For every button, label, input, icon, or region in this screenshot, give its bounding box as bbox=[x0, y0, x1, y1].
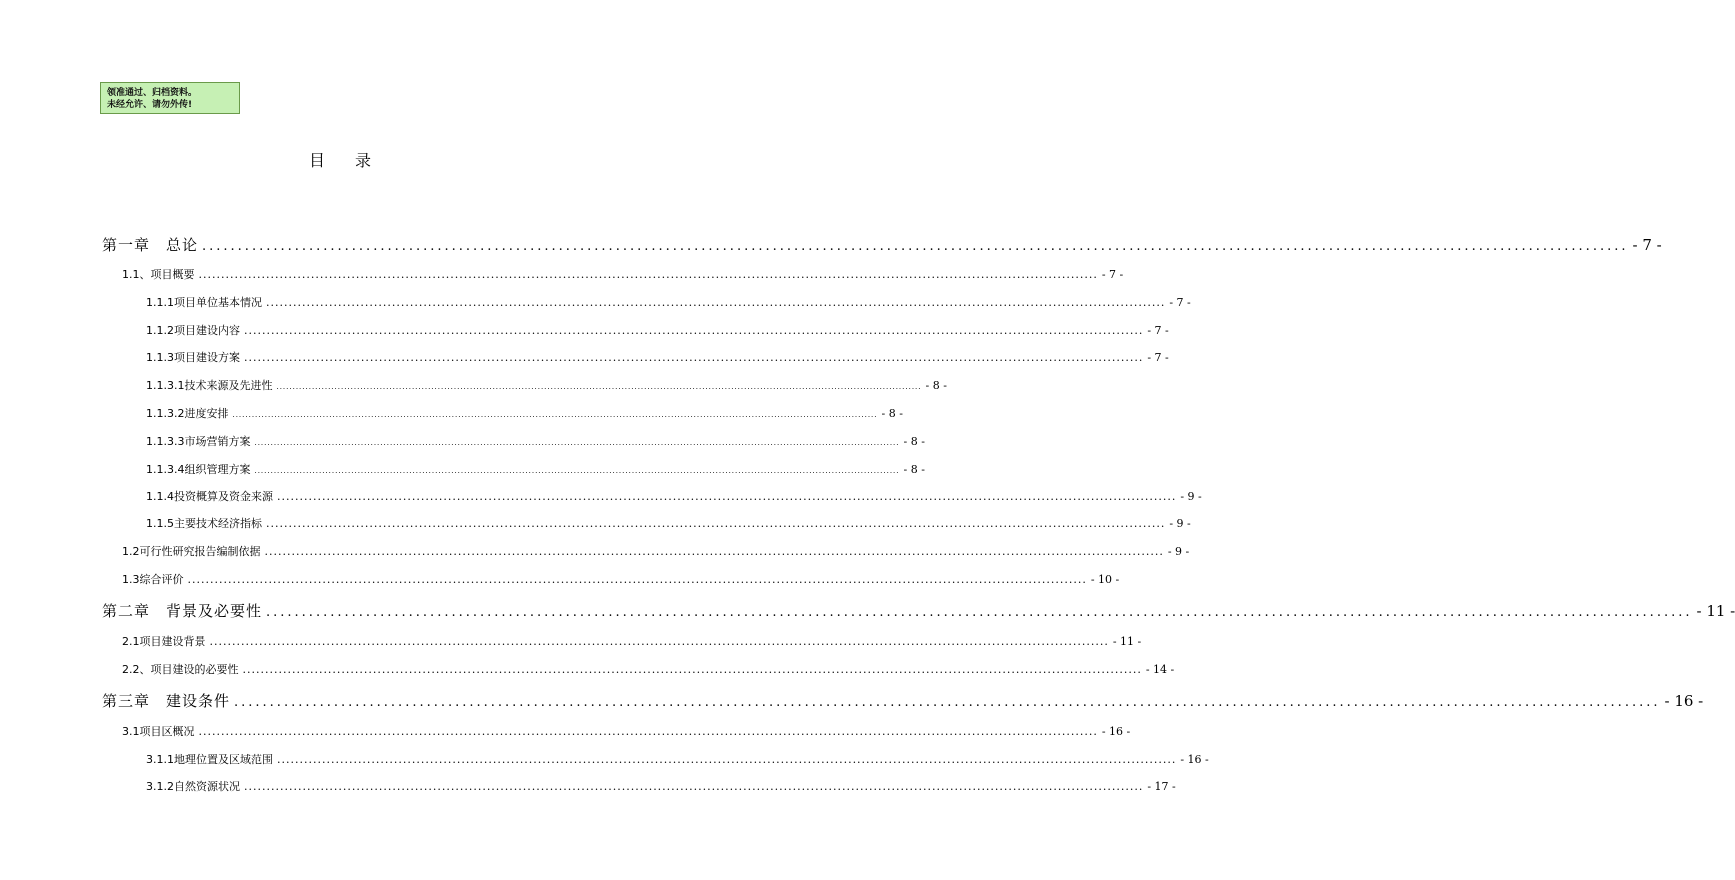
toc-dot-leader: ........................................................................................................................................................................................................ bbox=[266, 296, 1166, 309]
toc-dot-leader: ........................................................................................................................................................................................................ bbox=[232, 411, 878, 419]
toc-entry-page: - 10 - bbox=[1090, 573, 1120, 586]
notice-line-1: 领准通过、归档资料。 bbox=[107, 88, 198, 98]
toc-entry-label: 1.1.5主要技术经济指标 bbox=[146, 517, 262, 530]
toc-dot-leader: ........................................................................................................................................................................................................ bbox=[254, 467, 900, 475]
toc-entry[interactable] bbox=[146, 377, 947, 393]
toc-entry-label: 第三章 建设条件 bbox=[102, 692, 231, 710]
toc-entry-page: - 7 - bbox=[1101, 268, 1124, 281]
toc-dot-leader: ........................................................................................................................................................................................................ bbox=[254, 439, 900, 447]
toc-entry-label: 1.1.2项目建设内容 bbox=[146, 324, 240, 337]
toc-entry[interactable] bbox=[146, 515, 1191, 531]
toc-entry[interactable] bbox=[102, 234, 1662, 256]
toc-entry-page: - 8 - bbox=[903, 435, 925, 448]
toc-entry-label: 1.1.3.3市场营销方案 bbox=[146, 435, 251, 448]
toc-entry-page: - 7 - bbox=[1147, 324, 1169, 337]
toc-entry-page: - 11 - bbox=[1696, 602, 1735, 620]
toc-dot-leader: ........................................................................................................................................................................................................ bbox=[234, 695, 1661, 710]
toc-entry-label: 3.1项目区概况 bbox=[122, 725, 195, 738]
toc-entry-page: - 9 - bbox=[1167, 545, 1190, 558]
toc-entry-label: 1.1.1项目单位基本情况 bbox=[146, 296, 262, 309]
toc-entry-page: - 9 - bbox=[1180, 490, 1202, 503]
toc-entry[interactable] bbox=[146, 433, 925, 449]
toc-entry-page: - 16 - bbox=[1180, 753, 1209, 766]
toc-entry-page: - 9 - bbox=[1169, 517, 1191, 530]
toc-dot-leader: ........................................................................................................................................................................................................ bbox=[242, 663, 1142, 676]
toc-dot-leader: ........................................................................................................................................................................................................ bbox=[244, 324, 1144, 337]
toc-entry[interactable] bbox=[146, 751, 1209, 767]
toc-dot-leader: ........................................................................................................................................................................................................ bbox=[244, 780, 1144, 793]
toc-entry-label: 1.2可行性研究报告编制依据 bbox=[122, 545, 261, 558]
toc-entry[interactable] bbox=[102, 690, 1704, 712]
toc-entry[interactable] bbox=[122, 661, 1175, 677]
toc-dot-leader: ........................................................................................................................................................................................................ bbox=[277, 753, 1177, 766]
toc-dot-leader: ........................................................................................................................................................................................................ bbox=[266, 605, 1693, 620]
toc-entry-label: 第一章 总论 bbox=[102, 236, 199, 254]
toc-dot-leader: ........................................................................................................................................................................................................ bbox=[244, 351, 1144, 364]
toc-entry-label: 1.1.3项目建设方案 bbox=[146, 351, 240, 364]
toc-entry[interactable] bbox=[146, 322, 1169, 338]
toc-dot-leader: ........................................................................................................................................................................................................ bbox=[266, 517, 1166, 530]
toc-entry[interactable] bbox=[122, 543, 1190, 559]
toc-entry-page: - 16 - bbox=[1664, 692, 1704, 710]
toc-entry-label: 3.1.1地理位置及区域范围 bbox=[146, 753, 273, 766]
toc-entry-label: 1.1.3.1技术来源及先进性 bbox=[146, 379, 273, 392]
toc-entry[interactable] bbox=[146, 778, 1176, 794]
toc-entry-label: 第二章 背景及必要性 bbox=[102, 602, 263, 620]
toc-entry-page: - 14 - bbox=[1145, 663, 1175, 676]
toc-dot-leader: ........................................................................................................................................................................................................ bbox=[277, 490, 1177, 503]
toc-entry-page: - 7 - bbox=[1147, 351, 1169, 364]
toc-entry-page: - 8 - bbox=[881, 407, 903, 420]
toc-entry-page: - 8 - bbox=[903, 463, 925, 476]
toc-entry[interactable] bbox=[122, 633, 1142, 649]
toc-entry[interactable] bbox=[146, 294, 1191, 310]
toc-entry[interactable] bbox=[122, 723, 1131, 739]
notice-line-2: 未经允许、请勿外传! bbox=[107, 100, 193, 110]
toc-entry[interactable] bbox=[122, 571, 1120, 587]
toc-entry[interactable] bbox=[122, 266, 1124, 282]
toc-dot-leader: ........................................................................................................................................................................................................ bbox=[198, 725, 1098, 738]
toc-entry[interactable] bbox=[102, 600, 1735, 622]
toc-entry-label: 1.1.4投资概算及资金来源 bbox=[146, 490, 273, 503]
toc-dot-leader: ........................................................................................................................................................................................................ bbox=[276, 383, 922, 391]
toc-entry-label: 2.2、项目建设的必要性 bbox=[122, 663, 239, 676]
toc-dot-leader: ........................................................................................................................................................................................................ bbox=[187, 573, 1087, 586]
toc-entry-label: 1.1.3.2进度安排 bbox=[146, 407, 229, 420]
toc-entry-label: 1.1、项目概要 bbox=[122, 268, 195, 281]
toc-entry-page: - 17 - bbox=[1147, 780, 1176, 793]
toc-entry-label: 3.1.2自然资源状况 bbox=[146, 780, 240, 793]
toc-dot-leader: ........................................................................................................................................................................................................ bbox=[209, 635, 1109, 648]
toc-entry-page: - 16 - bbox=[1101, 725, 1131, 738]
confidential-notice-stamp bbox=[100, 82, 240, 114]
toc-title: 目录 bbox=[308, 151, 401, 170]
toc-dot-leader: ........................................................................................................................................................................................................ bbox=[264, 545, 1164, 558]
toc-entry[interactable] bbox=[146, 488, 1202, 504]
toc-entry-page: - 11 - bbox=[1112, 635, 1142, 648]
toc-dot-leader: ........................................................................................................................................................................................................ bbox=[202, 239, 1629, 254]
toc-entry[interactable] bbox=[146, 461, 925, 477]
toc-entry-page: - 7 - bbox=[1169, 296, 1191, 309]
toc-entry-label: 1.1.3.4组织管理方案 bbox=[146, 463, 251, 476]
toc-entry-page: - 7 - bbox=[1632, 236, 1662, 254]
toc-entry[interactable] bbox=[146, 349, 1169, 365]
toc-entry-label: 2.1项目建设背景 bbox=[122, 635, 206, 648]
toc-entry[interactable] bbox=[146, 405, 903, 421]
toc-dot-leader: ........................................................................................................................................................................................................ bbox=[198, 268, 1098, 281]
toc-entry-label: 1.3综合评价 bbox=[122, 573, 184, 586]
toc-entry-page: - 8 - bbox=[925, 379, 947, 392]
